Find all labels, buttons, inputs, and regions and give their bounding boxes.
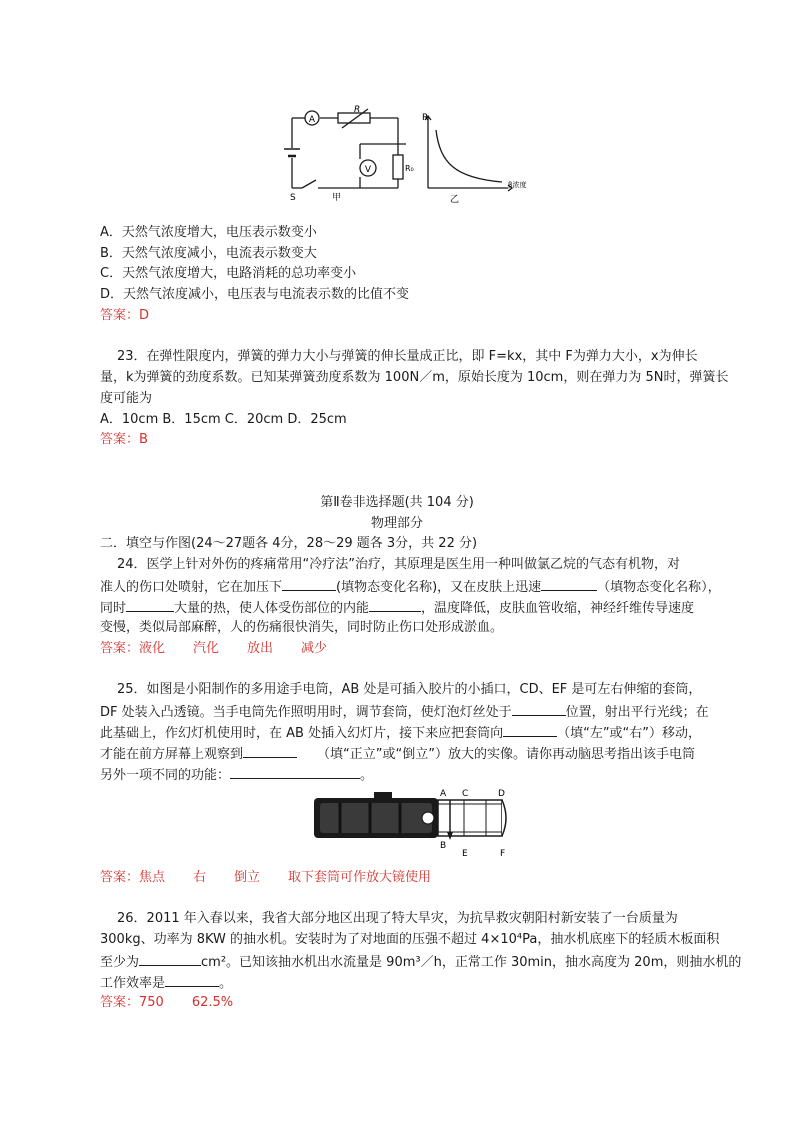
q22-answer: 答案：D: [100, 308, 150, 323]
q23-line-1: 23．在弹性限度内，弹簧的弹力大小与弹簧的伸长量成正比，即 F=kx，其中 F为弹力大小，x为伸长: [117, 349, 698, 364]
flashlight-figure: [310, 786, 516, 860]
graph-beta-axis-label: β浓度: [508, 181, 527, 189]
fig-jia-label: 甲: [332, 193, 342, 203]
q26-line-1: 26．2011 年入春以来，我省大部分地区出现了特大旱灾，为抗旱救灾朝阳村新安装了一台质量为: [117, 911, 678, 926]
flashlight-label-b: B: [440, 841, 447, 851]
flashlight-label-e: E: [462, 849, 468, 859]
q25-blank-3[interactable]: [243, 744, 297, 758]
section-subtitle: 物理部分: [370, 516, 423, 531]
section-title: 第Ⅱ卷非选择题(共 104 分): [320, 495, 474, 510]
q22-option-d: D．天然气浓度减小，电压表与电流表示数的比值不变: [100, 287, 410, 302]
q26-line-3: 至少为 cm²。已知该抽水机出水流量是 90m³／h，正常工作 30min，抽水高度为 20m，则抽水机的: [100, 952, 741, 972]
fig-yi-label: 乙: [450, 195, 460, 205]
q24-blank-3[interactable]: [126, 598, 174, 612]
q24-blank-1[interactable]: [282, 577, 336, 591]
r0-label: R₀: [405, 164, 414, 173]
q25-line-5: 另外一项不同的功能： 。: [100, 765, 373, 785]
voltmeter-label: V: [364, 165, 372, 175]
q22-option-a: A．天然气浓度增大，电压表示数变小: [100, 225, 317, 240]
circuit-figure: [280, 105, 527, 205]
r-label: R: [354, 105, 361, 115]
q25-line-2: DF 处装入凸透镜。当手电筒先作照明用时，调节套筒，使灯泡灯丝处于 位置，射出平行光线；在: [100, 702, 709, 722]
ammeter-label: A: [308, 115, 316, 125]
q24-line-2: 准人的伤口处喷射，它在加压下 (填物态变化名称)，又在皮肤上迅速 （填物态变化名称），: [100, 577, 721, 597]
q25-answers: 答案：焦点 右 倒立 取下套筒可作放大镜使用: [100, 870, 432, 885]
switch-label: S: [290, 193, 296, 203]
q25-blank-4[interactable]: [230, 765, 360, 779]
flashlight-label-c: C: [462, 789, 469, 799]
q23-line-2: 量，k为弹簧的劲度系数。已知某弹簧劲度系数为 100N／m，原始长度为 10cm，则在弹力为 5N时，弹簧长: [100, 370, 729, 385]
q23-options: A．10cm B．15cm C．20cm D．25cm: [100, 412, 347, 427]
q26-line-4: 工作效率是 。: [100, 973, 232, 993]
q23-answer: 答案：B: [100, 432, 148, 447]
q25-line-1: 25．如图是小阳制作的多用途手电筒，AB 处是可插入胶片的小插口，CD、EF 是可左右伸缩的套筒，: [117, 682, 702, 697]
q24-blank-2[interactable]: [541, 577, 597, 591]
flashlight-label-a: A: [440, 789, 447, 799]
q25-line-4: 才能在前方屏幕上观察到 （填“正立”或“倒立”）放大的实像。请你再动脑思考指出该手电筒: [100, 744, 695, 764]
q24-answers: 答案：液化 汽化 放出 减少: [100, 641, 328, 656]
flashlight-label-f: F: [500, 849, 506, 859]
q24-line-4: 变慢，类似局部麻醉，人的伤痛很快消失，同时防止伤口处形成淤血。: [100, 620, 504, 635]
q22-option-c: C．天然气浓度增大，电路消耗的总功率变小: [100, 266, 357, 281]
q26-blank-1[interactable]: [139, 952, 201, 966]
q24-blank-4[interactable]: [369, 598, 421, 612]
flashlight-label-d: D: [498, 789, 505, 799]
q26-blank-2[interactable]: [165, 973, 219, 987]
q22-option-b: B．天然气浓度减小，电流表示数变大: [100, 246, 317, 261]
q25-blank-2[interactable]: [503, 723, 557, 737]
graph-r-axis-label: R: [422, 113, 429, 123]
q23-line-3: 度可能为: [100, 391, 153, 406]
q26-line-2: 300kg、功率为 8KW 的抽水机。安装时为了对地面的压强不超过 4×10⁴Pa，抽水机底座下的轻质木板面积: [100, 932, 720, 947]
part-heading: 二．填空与作图(24～27题各 4分，28～29 题各 3分，共 22 分): [100, 536, 478, 551]
q25-line-3: 此基础上，作幻灯机使用时，在 AB 处插入幻灯片，接下来应把套筒向 （填“左”或“右”）移动，: [100, 723, 701, 743]
q25-blank-1[interactable]: [512, 702, 566, 716]
q24-line-3: 同时 大量的热，使人体受伤部位的内能 ，温度降低，皮肤血管收缩，神经纤维传导速度: [100, 598, 694, 618]
q26-answers: 答案：750 62.5%: [100, 995, 234, 1010]
q24-line-1: 24．医学上针对外伤的疼痛常用“冷疗法”治疗，其原理是医生用一种叫做氯乙烷的气态有机物，对: [117, 557, 681, 572]
